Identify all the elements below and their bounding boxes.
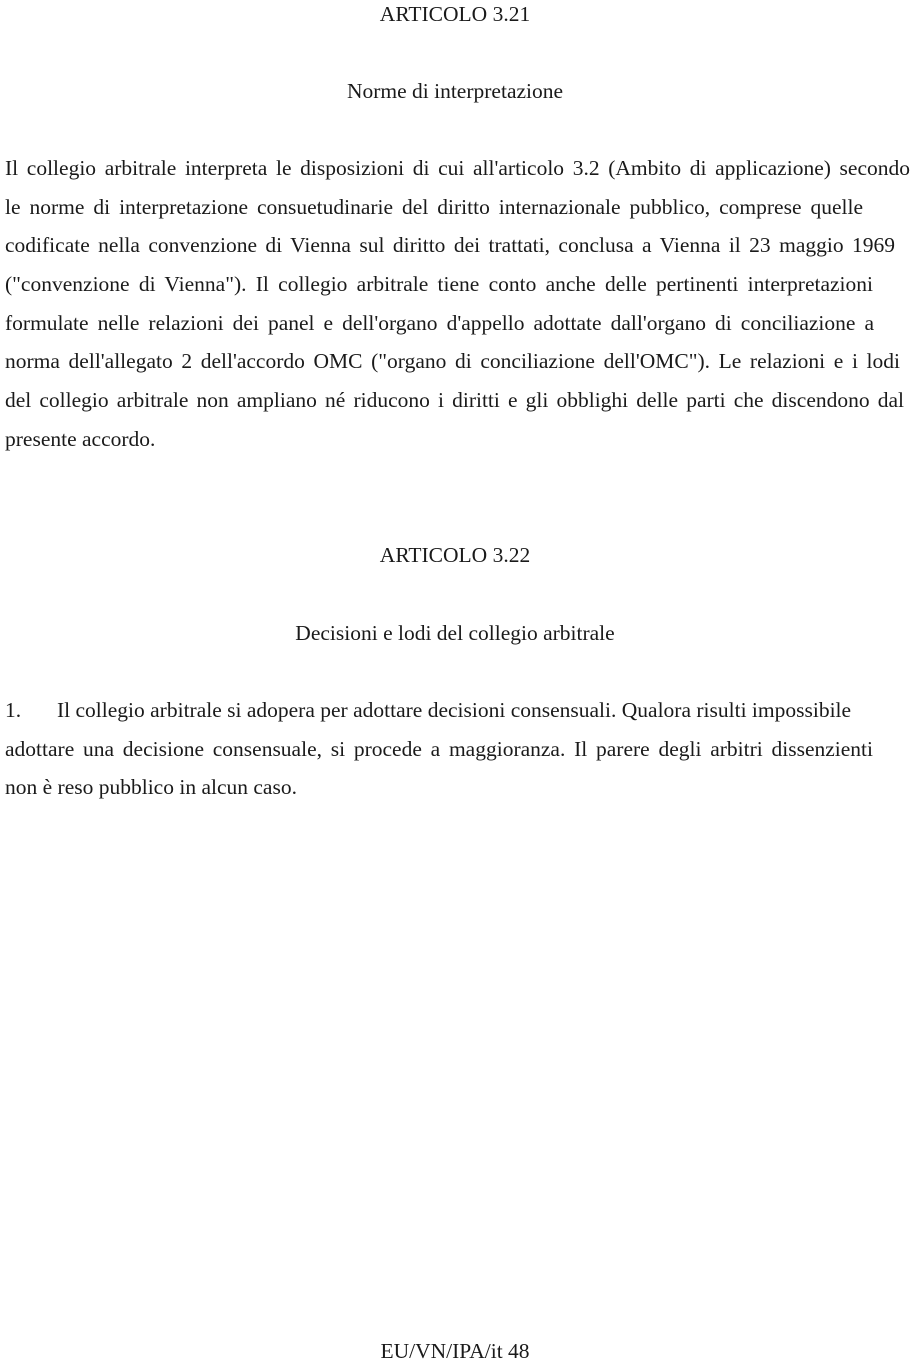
body-line: non è reso pubblico in alcun caso.	[5, 775, 297, 800]
body-line: codificate nella convenzione di Vienna sul diritto dei trattati, conclusa a Vienna il 23 maggio 1969	[5, 233, 895, 258]
article-3-22-title: Decisioni e lodi del collegio arbitrale	[295, 621, 615, 645]
article-3-21-title: Norme di interpretazione	[346, 79, 564, 103]
body-line: le norme di interpretazione consuetudinarie del diritto internazionale pubblico, comprese quelle	[5, 194, 863, 219]
body-line: ("convenzione di Vienna"). Il collegio arbitrale tiene conto anche delle pertinenti interpretazioni	[5, 272, 873, 297]
body-line: Il collegio arbitrale interpreta le disposizioni di cui all'articolo 3.2 (Ambito di applicazione) secondo	[5, 156, 910, 180]
article-3-21-heading: ARTICOLO 3.21	[379, 2, 531, 26]
paragraph-number: 1.	[5, 698, 22, 722]
page-footer-reference: EU/VN/IPA/it 48	[380, 1339, 530, 1363]
article-3-22-heading: ARTICOLO 3.22	[379, 543, 531, 567]
body-line: formulate nelle relazioni dei panel e dell'organo d'appello adottate dall'organo di conciliazione a	[5, 310, 874, 335]
body-line: Il collegio arbitrale si adopera per adottare decisioni consensuali. Qualora risulti impossibile	[57, 698, 852, 722]
article-3-22-paragraph-1	[5, 691, 910, 807]
body-line: del collegio arbitrale non ampliano né riducono i diritti e gli obblighi delle parti che discendono dal	[5, 388, 904, 413]
numbered-first-line	[5, 691, 889, 730]
article-3-21-body	[5, 149, 910, 459]
body-line: norma dell'allegato 2 dell'accordo OMC ("organo di conciliazione dell'OMC"). Le relazioni e i lodi	[5, 349, 900, 374]
body-line: presente accordo.	[5, 426, 156, 451]
body-line: adottare una decisione consensuale, si procede a maggioranza. Il parere degli arbitri dissenzienti	[5, 736, 873, 761]
